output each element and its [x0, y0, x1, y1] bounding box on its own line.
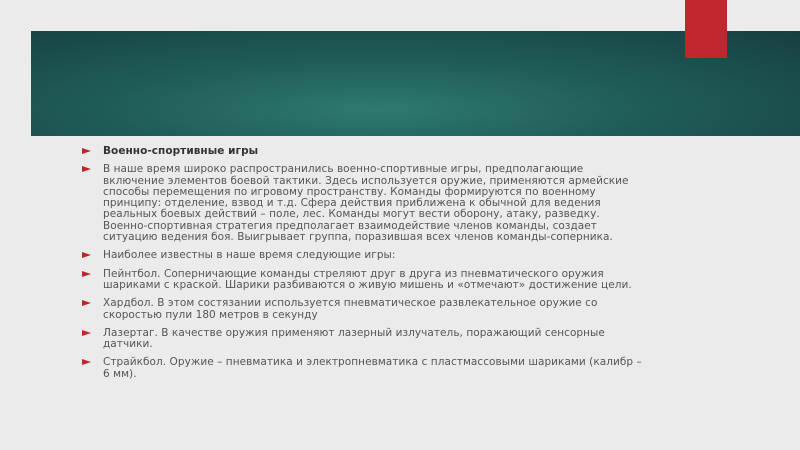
bullet-item [82, 328, 642, 351]
bullet-arrow-icon [82, 148, 91, 154]
bullet-item [82, 250, 642, 261]
bullet-arrow-icon [82, 271, 91, 277]
bullet-text: Лазертаг. В качестве оружия применяют лазерный излучатель, поражающий сенсорные датчики. [103, 326, 605, 351]
bullet-text: Пейнтбол. Соперничающие команды стреляют друг в друга из пневматического оружия шариками с краской. Шарики разбиваются о живую мишень и «отмечают» достижение цели. [103, 267, 632, 291]
bullet-item [82, 146, 642, 157]
bullet-text: Хардбол. В этом состязании используется пневматическое развлекательное оружие со скоростью пули 180 метров в секунду [103, 297, 598, 321]
bullet-text: В наше время широко распространились военно-спортивные игры, предполагающие включение элементов боевой тактики. Здесь используется оружие, применяются армейские способы перемещения по игровому пространству. Команды формируются по военному принципу: отделение, взвод и т.д. Сфера действия приближена к обычной для ведения реальных боевых действий – поле, лес. Команды могут вести оборону, атаку, разведку. Военно-спортивная стратегия предполагает взаимодействие членов команды, создает ситуацию ведения боя. Выигрывает группа, поразившая всех членов команды-соперника. [103, 163, 629, 244]
bullet-arrow-icon [82, 359, 91, 365]
bullet-arrow-icon [82, 166, 91, 172]
bullet-text: Наиболее известны в наше время следующие игры: [103, 249, 396, 262]
bullet-heading: Военно-спортивные игры [103, 145, 259, 157]
bullet-arrow-icon [82, 330, 91, 336]
slide-content [82, 146, 642, 387]
bullet-item [82, 298, 642, 321]
bullet-item [82, 269, 642, 292]
bullet-item [82, 164, 642, 243]
bullet-item [82, 357, 642, 380]
accent-tab [685, 0, 727, 58]
bullet-text: Страйкбол. Оружие – пневматика и электропневматика с пластмассовыми шариками (калибр – 6 мм). [103, 356, 642, 380]
bullet-arrow-icon [82, 300, 91, 306]
bullet-arrow-icon [82, 252, 91, 258]
